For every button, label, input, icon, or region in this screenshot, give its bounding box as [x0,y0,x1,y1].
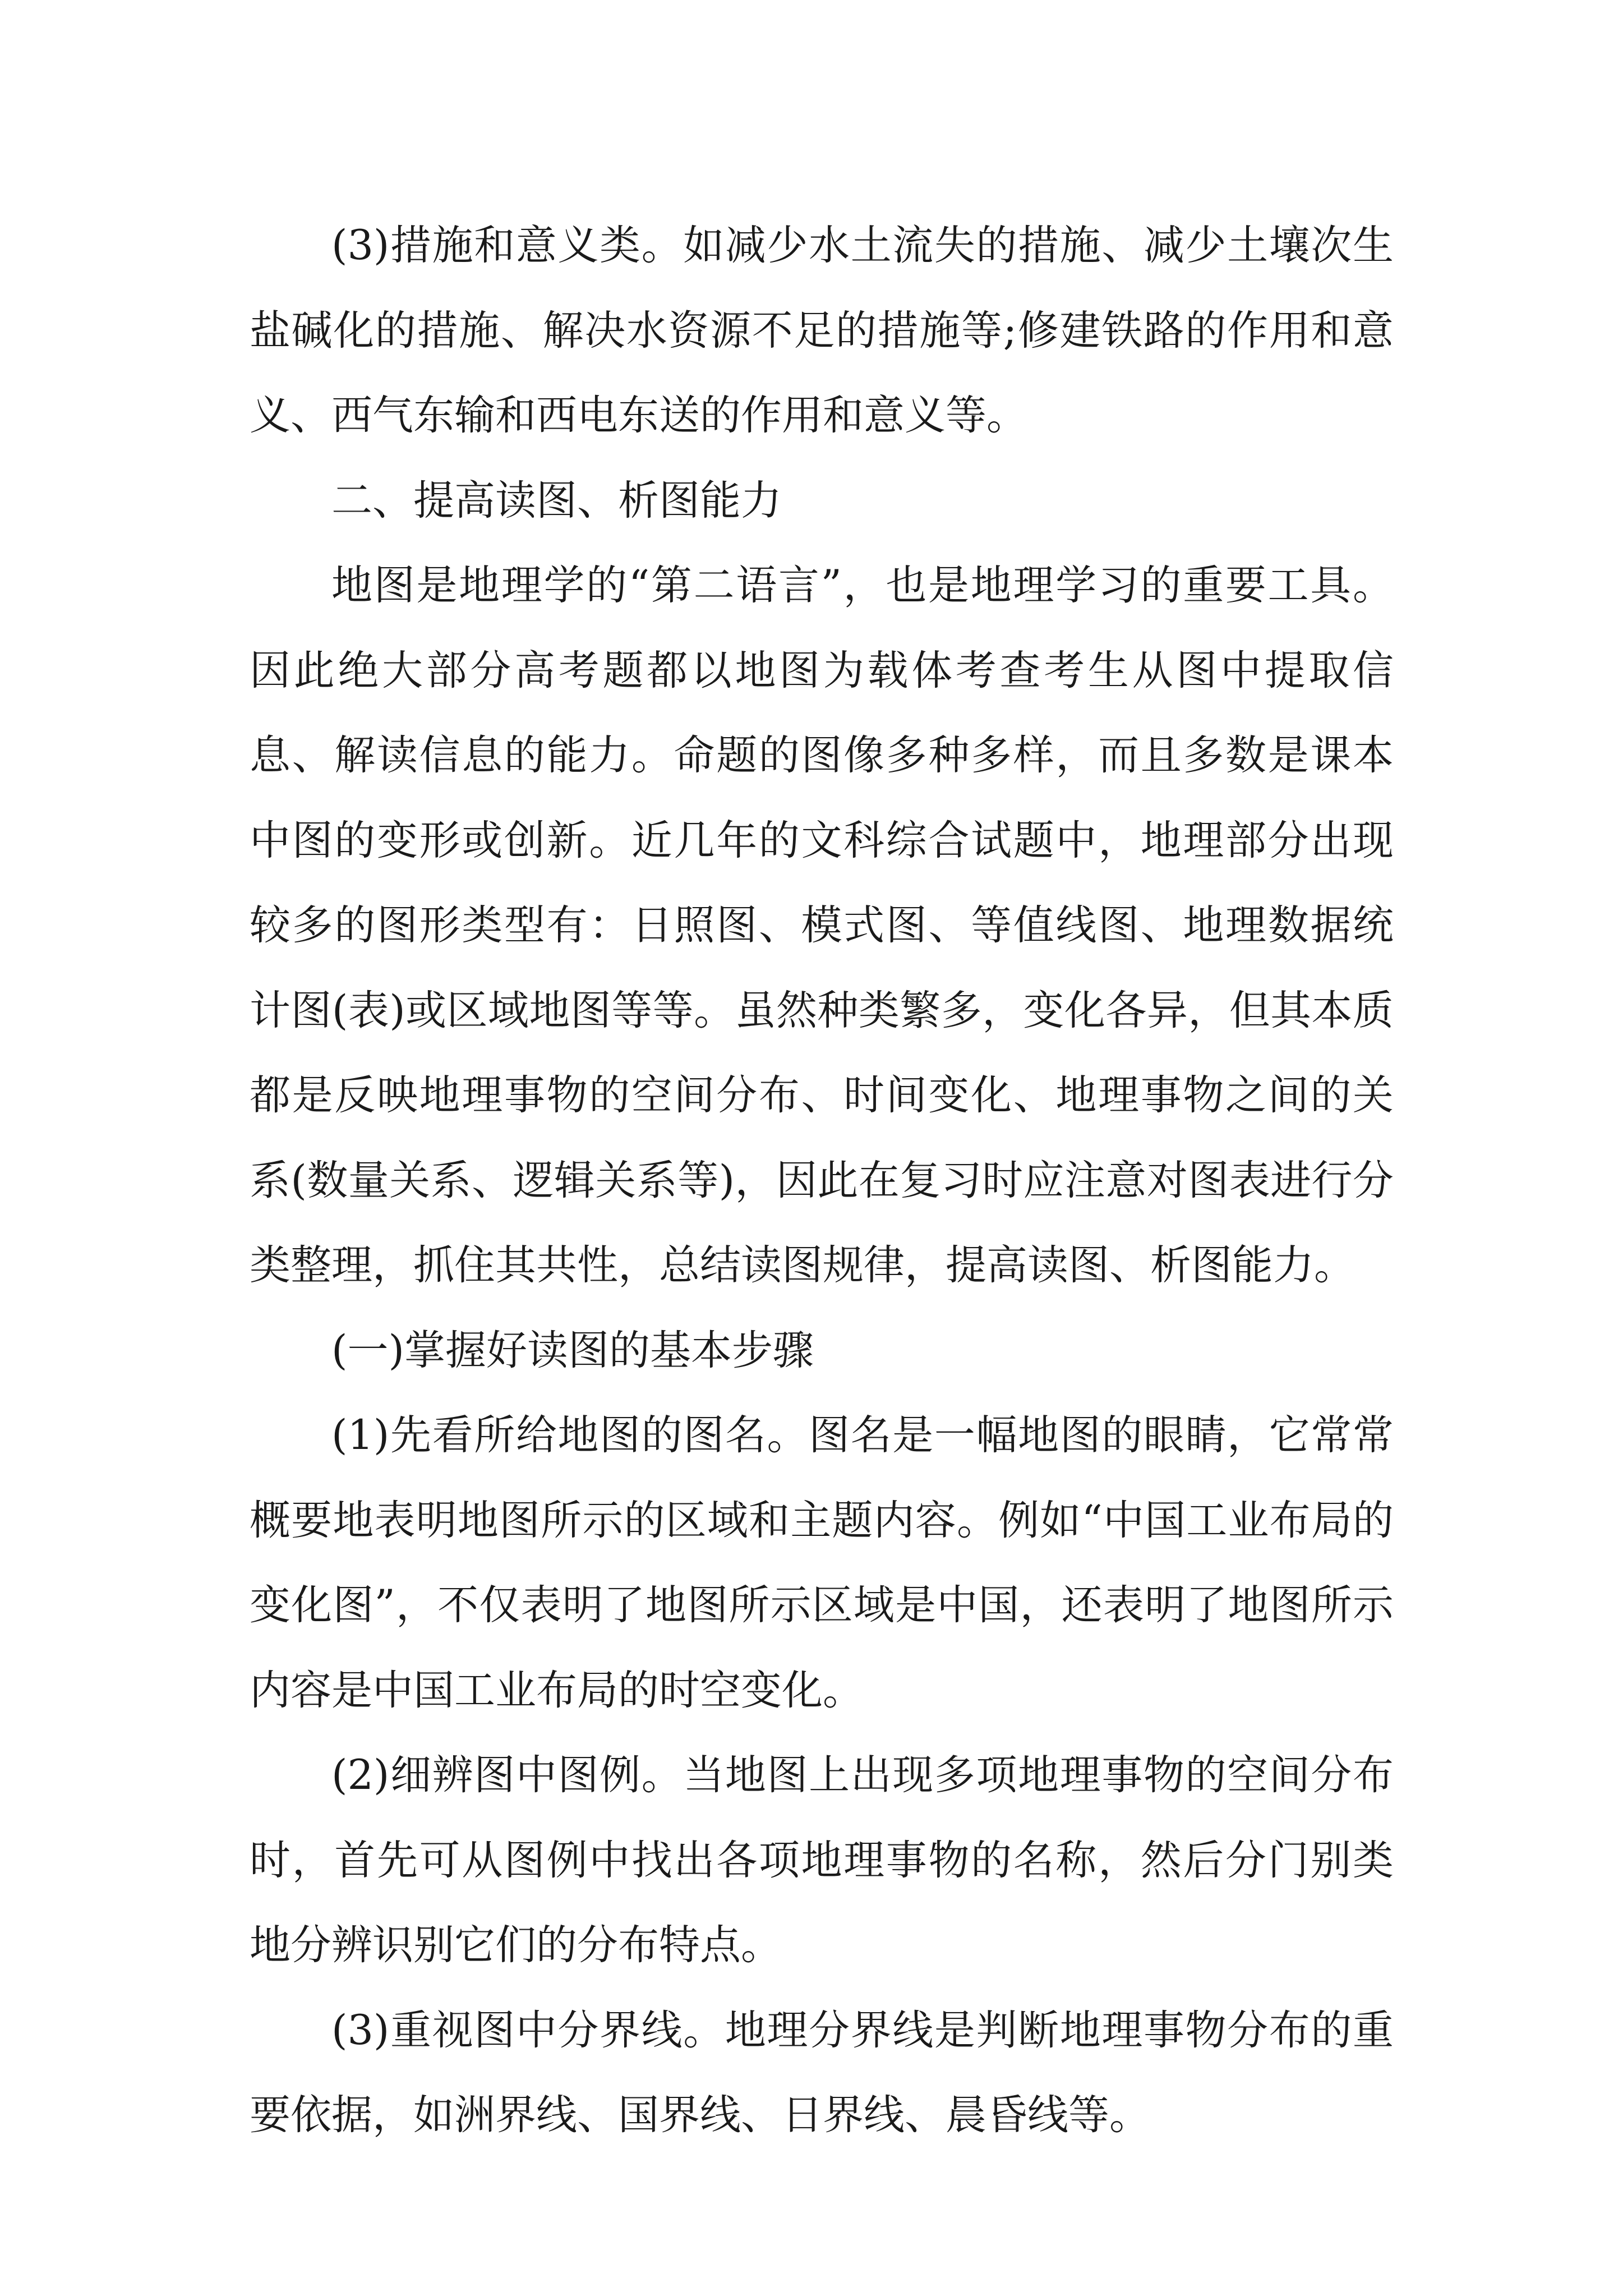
para-boundary-lines: (3)重视图中分界线。地理分界线是判断地理事物分布的重要依据，如洲界线、国界线、日界线、晨昏线等。 [250,2006,1394,2139]
para-map-second-language: 地图是地理学的“第二语言”，也是地理学习的重要工具。因此绝大部分高考题都以地图为载体考查考生从图中提取信息、解读信息的能力。命题的图像多种多样，而且多数是课本中图的变形或创新。近几年的文科综合试题中，地理部分出现较多的图形类型有：日照图、模式图、等值线图、地理数据统计图(表)或区域地图等等。虽然种类繁多，变化各异，但其本质都是反映地理事物的空间分布、时间变化、地理事物之间的关系(数量关系、逻辑关系等)，因此在复习时应注意对图表进行分类整理，抓住其共性，总结读图规律，提高读图、析图能力。 [250,562,1394,1289]
document-body [250,203,1394,2158]
para-map-legend: (2)细辨图中图例。当地图上出现多项地理事物的空间分布时，首先可从图例中找出各项地理事物的名称，然后分门别类地分辨识别它们的分布特点。 [250,1751,1394,1969]
para-map-title: (1)先看所给地图的图名。图名是一幅地图的眼睛，它常常概要地表明地图所示的区域和主题内容。例如“中国工业布局的变化图”，不仅表明了地图所示区域是中国，还表明了地图所示内容是中国工业布局的时空变化。 [250,1411,1394,1714]
section-heading-map-skills: 二、提高读图、析图能力 [331,476,782,524]
subsection-heading-reading-steps: (一)掌握好读图的基本步骤 [331,1326,814,1374]
para-measures-significance: (3)措施和意义类。如减少水土流失的措施、减少土壤次生盐碱化的措施、解决水资源不足的措施等;修建铁路的作用和意义、西气东输和西电东送的作用和意义等。 [250,222,1394,439]
